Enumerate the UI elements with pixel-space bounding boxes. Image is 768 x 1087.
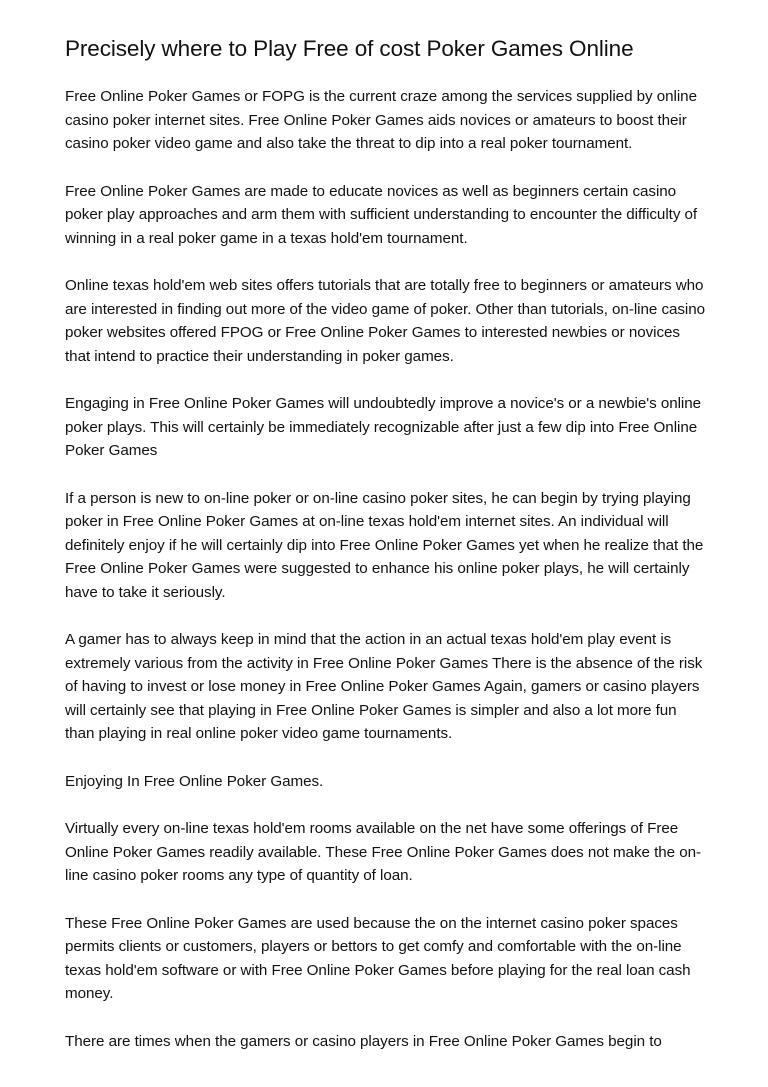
paragraph-5: If a person is new to on-line poker or on-line casino poker sites, he can begin by trying playing poker in Free Online Poker Games at on-line texas hold'em internet sites. An individual will definitely enjoy if he will certainly dip into Free Online Poker Games yet when he realize that the Free Online Poker Games were suggested to enhance his online poker plays, he will certainly have to take it seriously. <box>65 489 704 601</box>
paragraph-4: Engaging in Free Online Poker Games will undoubtedly improve a novice's or a newbie's online poker plays. This will certainly be immediately recognizable after just a few dip into Free Online Poker Games <box>65 395 702 459</box>
paragraph-8: Virtually every on-line texas hold'em rooms available on the net have some offerings of Free Online Poker Games readily available. These Free Online Poker Games does not make the on-line casino poker rooms any type of quantity of loan. <box>65 820 701 884</box>
paragraph-6: A gamer has to always keep in mind that the action in an actual texas hold'em play event is extremely various from the activity in Free Online Poker Games There is the absence of the risk of having to invest or lose money in Free Online Poker Games Again, gamers or casino players will certainly see that playing in Free Online Poker Games is simpler and also a lot more fun than playing in real online poker video game tournaments. <box>65 631 703 742</box>
document-title: Precisely where to Play Free of cost Poker Games Online <box>65 36 634 61</box>
paragraph-10: There are times when the gamers or casino players in Free Online Poker Games begin to <box>65 1032 662 1050</box>
paragraph-2: Free Online Poker Games are made to educate novices as well as beginners certain casino poker play approaches and arm them with sufficient understanding to encounter the difficulty of winning in a real poker game in a texas hold'em tournament. <box>65 182 698 247</box>
paragraph-3: Online texas hold'em web sites offers tutorials that are totally free to beginners or amateurs who are interested in finding out more of the video game of poker. Other than tutorials, on-line casino poker websites offered FPOG or Free Online Poker Games to interested newbies or novices that intend to practice their understanding in poker games. <box>65 277 706 365</box>
paragraph-9: These Free Online Poker Games are used because the on the internet casino poker spaces permits clients or customers, players or bettors to get comfy and comfortable with the on-line texas hold'em software or with Free Online Poker Games before playing for the real loan cash money. <box>65 914 691 1002</box>
paragraph-1: Free Online Poker Games or FOPG is the current craze among the services supplied by online casino poker internet sites. Free Online Poker Games aids novices or amateurs to boost their casino poker video game and also take the threat to dip into a real poker tournament. <box>65 88 697 152</box>
paragraph-7: Enjoying In Free Online Poker Games. <box>65 772 324 790</box>
